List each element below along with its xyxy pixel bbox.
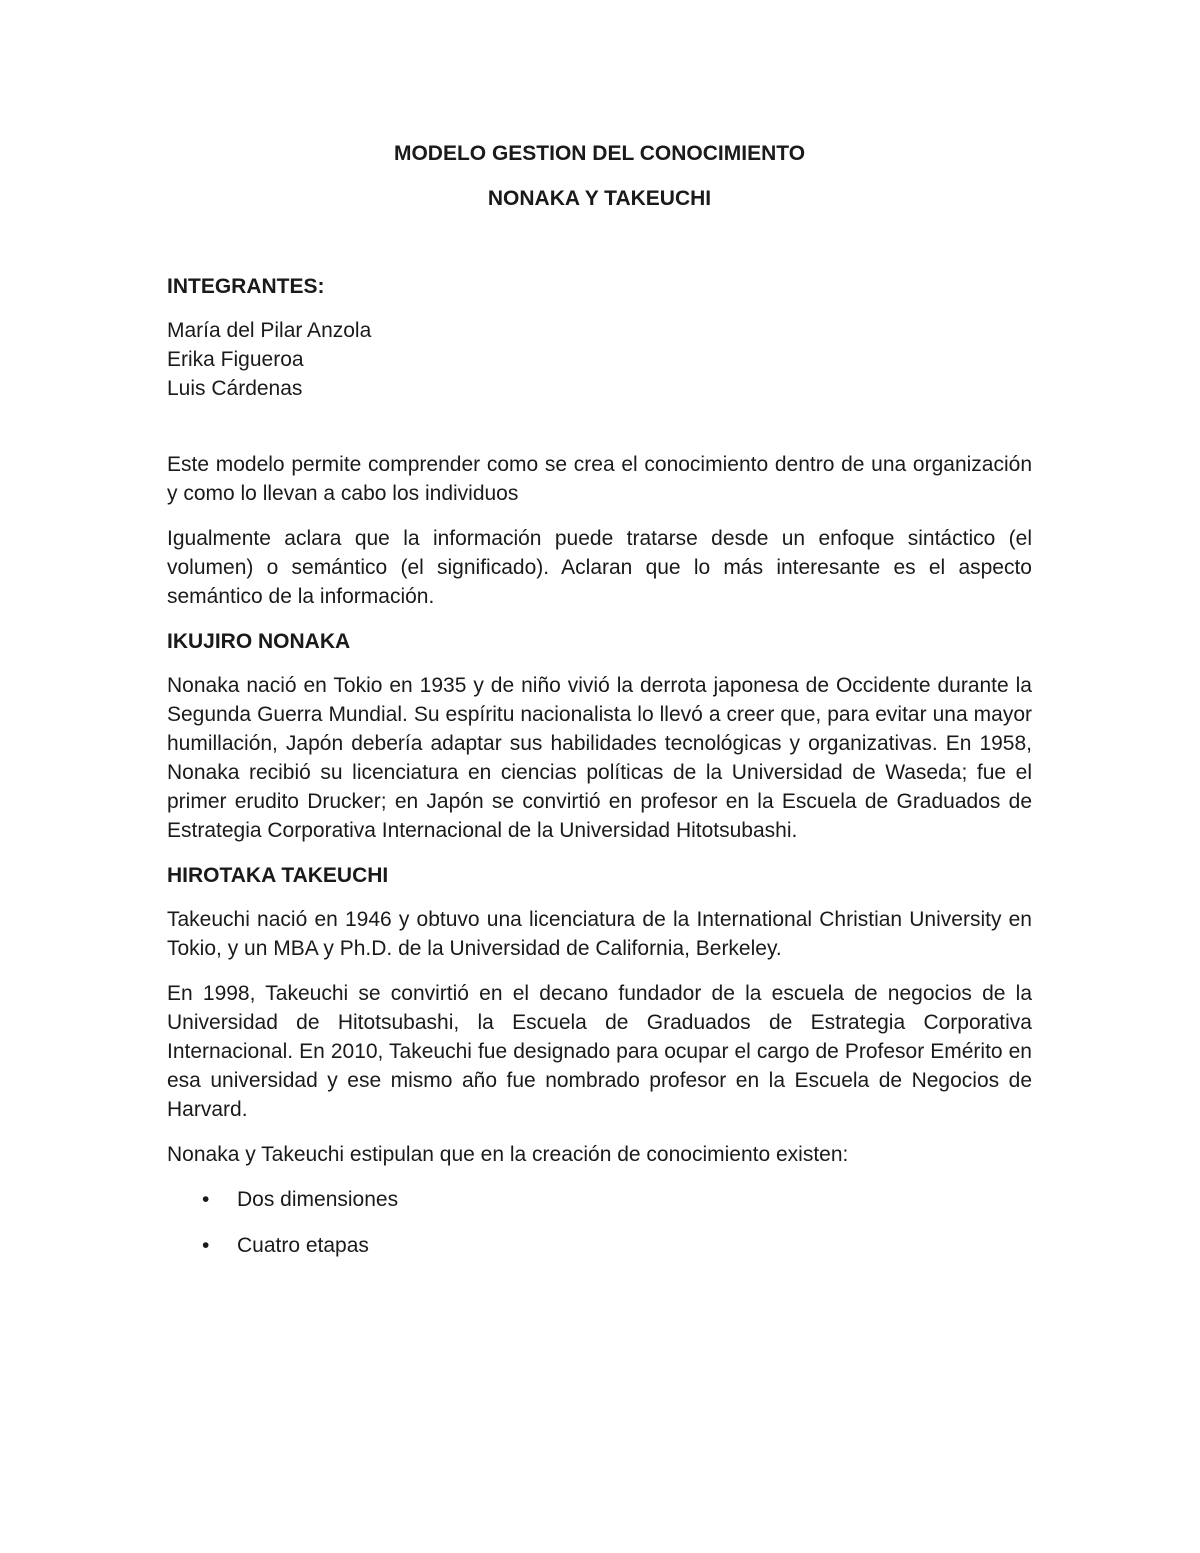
list-item	[167, 1185, 1032, 1214]
members-list	[167, 316, 1032, 403]
takeuchi-paragraph: Takeuchi nació en 1946 y obtuvo una licenciatura de la International Christian University en Tokio, y un MBA y Ph.D. de la Universidad de California, Berkeley.	[167, 908, 1032, 960]
list-item	[167, 1231, 1032, 1260]
list-item-text: Dos dimensiones	[237, 1188, 399, 1211]
takeuchi-paragraph: En 1998, Takeuchi se convirtió en el decano fundador de la escuela de negocios de la Universidad de Hitotsubashi, la Escuela de Graduados de Estrategia Corporativa Internacional. En 2010, Takeuchi fue designado para ocupar el cargo de Profesor Emérito en esa universidad y ese mismo año fue nombrado profesor en la Escuela de Negocios de Harvard.	[167, 982, 1032, 1121]
bullet-list	[167, 1185, 1032, 1260]
document-title: MODELO GESTION DEL CONOCIMIENTO	[393, 142, 806, 165]
closing-paragraph: Nonaka y Takeuchi estipulan que en la creación de conocimiento existen:	[167, 1143, 849, 1166]
intro-paragraph: Este modelo permite comprender como se crea el conocimiento dentro de una organización y como lo llevan a cabo los individuos	[167, 453, 1032, 505]
bullet-icon: •	[202, 1188, 210, 1211]
member-name: Luis Cárdenas	[167, 377, 303, 400]
nonaka-paragraph: Nonaka nació en Tokio en 1935 y de niño vivió la derrota japonesa de Occidente durante la Segunda Guerra Mundial. Su espíritu nacionalista lo llevó a creer que, para evitar una mayor humillación, Japón debería adaptar sus habilidades tecnológicas y organizativas. En 1958, Nonaka recibió su licenciatura en ciencias políticas de la Universidad de Waseda; fue el primer erudito Drucker; en Japón se convirtió en profesor en la Escuela de Graduados de Estrategia Corporativa Internacional de la Universidad Hitotsubashi.	[167, 674, 1032, 842]
list-item-text: Cuatro etapas	[237, 1234, 369, 1257]
members-heading: INTEGRANTES:	[167, 275, 325, 298]
intro-paragraph: Igualmente aclara que la información puede tratarse desde un enfoque sintáctico (el volumen) o semántico (el significado). Aclaran que lo más interesante es el aspecto semántico de la información.	[167, 527, 1032, 608]
document-subtitle: NONAKA Y TAKEUCHI	[487, 187, 712, 210]
section-heading-takeuchi: HIROTAKA TAKEUCHI	[167, 864, 389, 887]
section-heading-nonaka: IKUJIRO NONAKA	[167, 630, 351, 653]
member-name: Erika Figueroa	[167, 348, 304, 371]
member-name: María del Pilar Anzola	[167, 319, 372, 342]
bullet-icon: •	[202, 1234, 210, 1257]
document-content	[167, 139, 1032, 1277]
